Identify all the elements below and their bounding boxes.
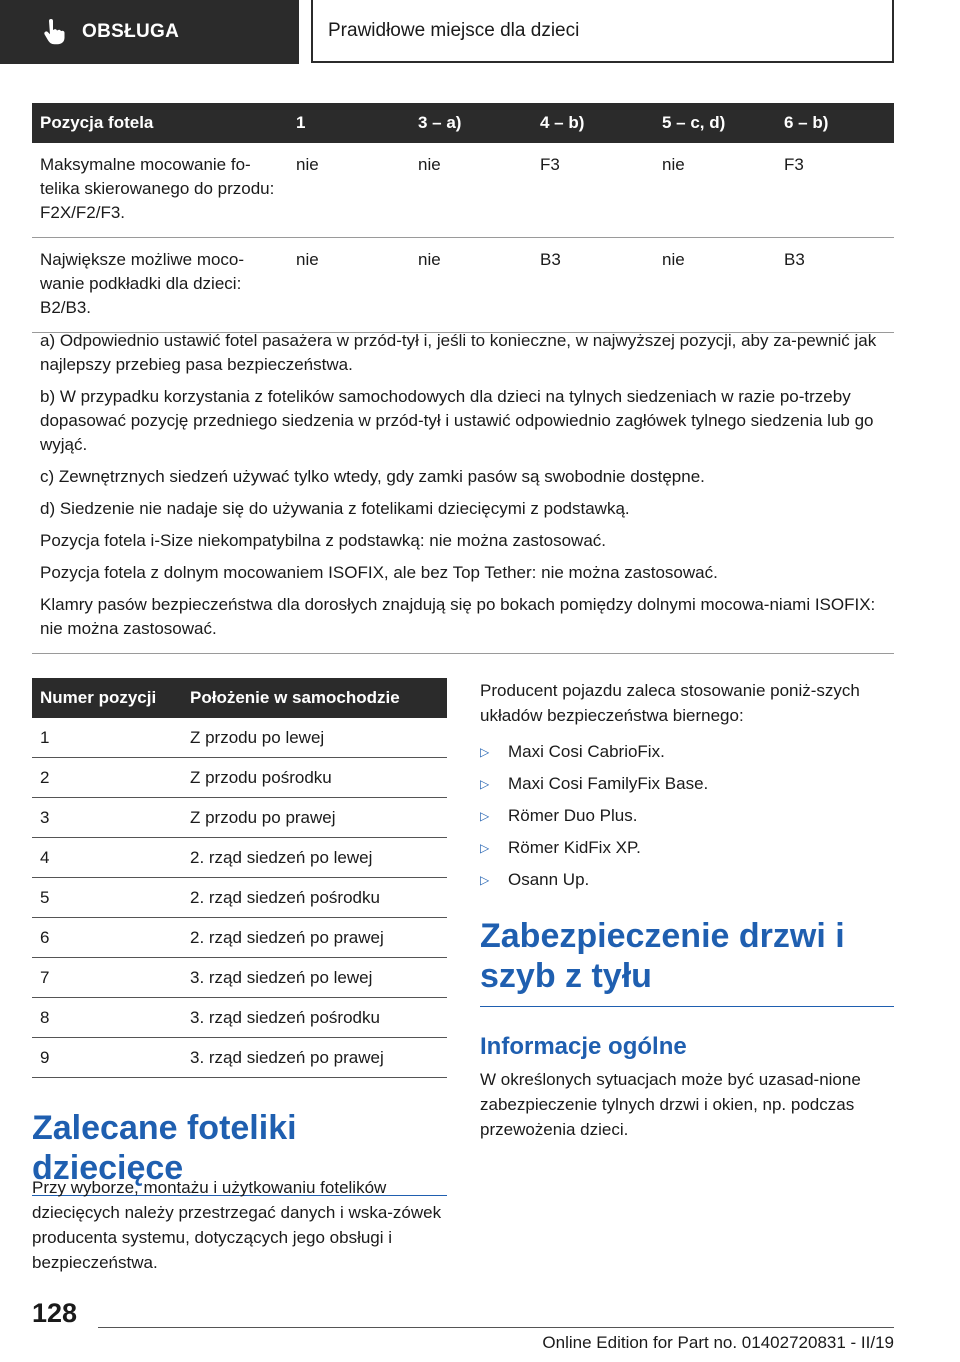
footnote: Pozycja fotela z dolnym mocowaniem ISOFIX, ale bez Top Tether: nie można zastosować. bbox=[40, 563, 718, 582]
triangle-right-icon: ▷ bbox=[480, 745, 490, 759]
list-item-label: Römer Duo Plus. bbox=[508, 806, 638, 825]
table-cell: Z przodu po lewej bbox=[182, 718, 447, 758]
page-number: 128 bbox=[32, 1298, 78, 1328]
footer-divider bbox=[98, 1327, 894, 1328]
list-item bbox=[480, 864, 894, 896]
column-header: 1 bbox=[288, 103, 410, 143]
footnote: Klamry pasów bezpieczeństwa dla dorosłych znajdują się po bokach pomiędzy dolnymi mocowa-niami ISOFIX: nie można zastosować. bbox=[40, 595, 876, 638]
right-column bbox=[480, 678, 894, 1142]
table-cell: nie bbox=[410, 238, 532, 333]
section-heading: Zabezpieczenie drzwi i szyb z tyłu bbox=[480, 916, 894, 1007]
table-header-row bbox=[32, 103, 894, 143]
list-item-label: Maxi Cosi FamilyFix Base. bbox=[508, 774, 709, 793]
triangle-right-icon: ▷ bbox=[480, 777, 490, 791]
table-cell: 3. rząd siedzeń pośrodku bbox=[182, 998, 447, 1038]
footnote: d) Siedzenie nie nadaje się do używania z fotelikami dziecięcymi z podstawką. bbox=[40, 499, 630, 518]
column-header: 6 – b) bbox=[776, 103, 894, 143]
table-cell: nie bbox=[410, 143, 532, 238]
column-header: 3 – a) bbox=[410, 103, 532, 143]
table-cell: 8 bbox=[32, 998, 182, 1038]
triangle-right-icon: ▷ bbox=[480, 873, 490, 887]
table-cell: 2. rząd siedzeń pośrodku bbox=[182, 878, 447, 918]
recommended-systems-list bbox=[480, 736, 894, 896]
table-cell: F3 bbox=[776, 143, 894, 238]
seat-position-table bbox=[32, 678, 447, 1078]
table-cell: 4 bbox=[32, 838, 182, 878]
table-header-row bbox=[32, 678, 447, 718]
table-row bbox=[32, 1038, 447, 1078]
triangle-right-icon: ▷ bbox=[480, 841, 490, 855]
seat-compatibility-table bbox=[32, 103, 894, 333]
footer-edition: Online Edition for Part no. 01402720831 - II/19 bbox=[542, 1333, 894, 1352]
table-row bbox=[32, 143, 894, 238]
table-cell: B3 bbox=[532, 238, 654, 333]
list-item bbox=[480, 832, 894, 864]
table-footnotes bbox=[32, 323, 894, 654]
table-row bbox=[32, 918, 447, 958]
table-row bbox=[32, 958, 447, 998]
table-row bbox=[32, 238, 894, 333]
recommendation-intro: Producent pojazdu zaleca stosowanie poniż-szych układów bezpieczeństwa biernego: bbox=[480, 681, 860, 725]
section-heading: Zalecane foteliki dziecięce bbox=[32, 1108, 447, 1196]
table-row bbox=[32, 718, 447, 758]
table-cell: 6 bbox=[32, 918, 182, 958]
table-cell: B3 bbox=[776, 238, 894, 333]
table-cell: Największe możliwe moco-wanie podkładki dla dzieci: B2/B3. bbox=[32, 238, 288, 333]
section-tab bbox=[0, 0, 299, 64]
table-row bbox=[32, 838, 447, 878]
table-cell: nie bbox=[654, 143, 776, 238]
footnote: a) Odpowiednio ustawić fotel pasażera w przód-tył i, jeśli to konieczne, w najwyższej pozycji, aby za-pewnić jak najlepszy przebieg pasa bezpieczeństwa. bbox=[40, 331, 877, 374]
table-cell: Z przodu pośrodku bbox=[182, 758, 447, 798]
list-item-label: Maxi Cosi CabrioFix. bbox=[508, 742, 665, 761]
table-cell: 2. rząd siedzeń po lewej bbox=[182, 838, 447, 878]
table-cell: 5 bbox=[32, 878, 182, 918]
table-cell: nie bbox=[654, 238, 776, 333]
table-row bbox=[32, 758, 447, 798]
table-cell: 9 bbox=[32, 1038, 182, 1078]
table-row bbox=[32, 998, 447, 1038]
triangle-right-icon: ▷ bbox=[480, 809, 490, 823]
hand-pointer-icon bbox=[40, 18, 68, 46]
column-header: Położenie w samochodzie bbox=[182, 678, 447, 718]
list-item-label: Osann Up. bbox=[508, 870, 590, 889]
column-header: Pozycja fotela bbox=[32, 103, 288, 143]
table-cell: nie bbox=[288, 143, 410, 238]
footnote: Pozycja fotela i-Size niekompatybilna z podstawką: nie można zastosować. bbox=[40, 531, 607, 550]
table-cell: 2. rząd siedzeń po prawej bbox=[182, 918, 447, 958]
table-cell: 3. rząd siedzeń po lewej bbox=[182, 958, 447, 998]
column-header: 5 – c, d) bbox=[654, 103, 776, 143]
table-cell: 3. rząd siedzeń po prawej bbox=[182, 1038, 447, 1078]
table-row bbox=[32, 878, 447, 918]
table-cell: Z przodu po prawej bbox=[182, 798, 447, 838]
subsection-heading: Informacje ogólne bbox=[480, 1033, 687, 1060]
table-row bbox=[32, 798, 447, 838]
list-item bbox=[480, 800, 894, 832]
page-header-title: Prawidłowe miejsce dla dzieci bbox=[311, 0, 894, 63]
section-tab-label: OBSŁUGA bbox=[82, 21, 180, 42]
table-cell: 1 bbox=[32, 718, 182, 758]
column-header: 4 – b) bbox=[532, 103, 654, 143]
table-cell: 2 bbox=[32, 758, 182, 798]
table-cell: Maksymalne mocowanie fo-telika skierowanego do przodu: F2X/F2/F3. bbox=[32, 143, 288, 238]
list-item bbox=[480, 768, 894, 800]
table-cell: 3 bbox=[32, 798, 182, 838]
table-cell: F3 bbox=[532, 143, 654, 238]
section-body: Przy wyborze, montażu i użytkowaniu fotelików dziecięcych należy przestrzegać danych i wska-zówek producenta systemu, dotyczących jego obsługi i bezpieczeństwa. bbox=[32, 1178, 442, 1272]
column-header: Numer pozycji bbox=[32, 678, 182, 718]
footnote: b) W przypadku korzystania z fotelików samochodowych dla dzieci na tylnych siedzeniach w razie po-trzeby dopasować pozycję przedniego siedzenia w przód-tył i ustawić odpowiednio zagłówek tylnego siedzenia lub go wyjąć. bbox=[40, 387, 874, 454]
list-item bbox=[480, 736, 894, 768]
section-body: W określonych sytuacjach może być uzasad-nione zabezpieczenie tylnych drzwi i okien, np. podczas przewożenia dzieci. bbox=[480, 1070, 861, 1139]
table-cell: nie bbox=[288, 238, 410, 333]
footnote: c) Zewnętrznych siedzeń używać tylko wtedy, gdy zamki pasów są swobodnie dostępne. bbox=[40, 467, 705, 486]
table-cell: 7 bbox=[32, 958, 182, 998]
list-item-label: Römer KidFix XP. bbox=[508, 838, 641, 857]
